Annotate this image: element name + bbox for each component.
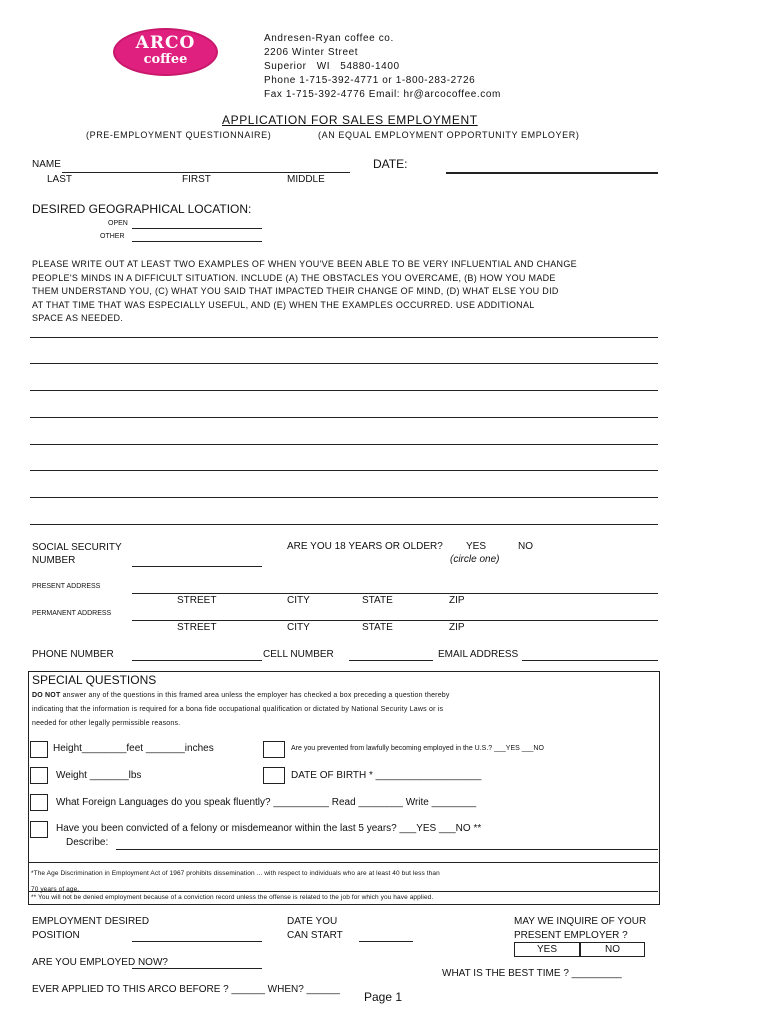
age-question: ARE YOU 18 YEARS OR OLDER? — [287, 541, 443, 552]
geo-open-label: OPEN — [108, 220, 128, 227]
age-no-option[interactable]: NO — [518, 541, 533, 552]
answer-line[interactable] — [30, 470, 658, 471]
company-fax-email: Fax 1-715-392-4776 Email: hr@arcocoffee.com — [264, 89, 501, 100]
frame-divider — [28, 862, 658, 863]
instructions-paragraph — [32, 258, 577, 326]
name-first-label: FIRST — [182, 174, 211, 185]
special-intro — [32, 689, 450, 731]
date-field[interactable] — [446, 172, 658, 174]
start-date-label-line1: DATE YOU — [287, 916, 338, 927]
felony-describe-label: Describe: — [66, 837, 109, 848]
answer-line[interactable] — [30, 363, 658, 364]
languages-question: What Foreign Languages do you speak fluently? __________ Read ________ Write ________ — [56, 797, 477, 808]
felony-describe-field[interactable] — [116, 849, 658, 850]
start-date-label — [287, 915, 343, 943]
geo-other-field[interactable] — [132, 241, 262, 242]
cell-field[interactable] — [349, 660, 433, 661]
geo-heading: DESIRED GEOGRAPHICAL LOCATION: — [32, 202, 252, 216]
ssn-label-line2: NUMBER — [32, 555, 76, 566]
employed-now-field[interactable] — [132, 968, 262, 969]
answer-line[interactable] — [30, 337, 658, 338]
conviction-note: ** You will not be denied employment because of a conviction record unless the offense is related to the job for which you have applied. — [31, 894, 434, 901]
inquire-label-line1: MAY WE INQUIRE OF YOUR — [514, 916, 647, 927]
company-city: Superior WI 54880-1400 — [264, 61, 400, 72]
present-state-label: STATE — [362, 595, 393, 606]
date-label: DATE: — [373, 157, 408, 171]
dob-question: DATE OF BIRTH * ___________________ — [291, 770, 482, 781]
answer-line[interactable] — [30, 417, 658, 418]
age-yes-option[interactable]: YES — [466, 541, 487, 552]
felony-question: Have you been convicted of a felony or misdemeanor within the last 5 years? ___YES ___NO ** — [56, 823, 482, 834]
name-middle-label: MIDDLE — [287, 174, 325, 185]
instructions-line: AT THAT TIME THAT WAS ESPECIALLY USEFUL, AND (E) WHEN THE EXAMPLES OCCURRED. USE ADDITIONAL — [32, 299, 535, 310]
inquire-label-line2: PRESENT EMPLOYER ? — [514, 930, 628, 941]
geo-open-field[interactable] — [132, 228, 262, 229]
phone-field[interactable] — [132, 660, 262, 661]
permanent-street-label: STREET — [177, 622, 217, 633]
present-zip-label: ZIP — [449, 595, 465, 606]
page-number: Page 1 — [364, 990, 403, 1004]
arco-coffee-logo — [113, 28, 218, 76]
present-street-label: STREET — [177, 595, 217, 606]
ssn-label-line1: SOCIAL SECURITY — [32, 542, 122, 553]
position-label-line1: EMPLOYMENT DESIRED — [32, 916, 150, 927]
special-intro-text: answer any of the questions in this framed area unless the employer has checked a box preceding a question thereby — [60, 692, 450, 699]
dob-checkbox[interactable] — [263, 767, 285, 784]
start-date-label-line2: CAN START — [287, 930, 343, 941]
special-intro-line3: needed for other legally permissible reasons. — [32, 720, 181, 727]
weight-question: Weight _______lbs — [56, 770, 142, 781]
instructions-line: SPACE AS NEEDED. — [32, 313, 124, 323]
height-question: Height________feet _______inches — [53, 743, 214, 754]
present-city-label: CITY — [287, 595, 310, 606]
inquire-no-option[interactable]: NO — [580, 942, 645, 957]
special-intro-line1 — [32, 689, 450, 703]
start-date-field[interactable] — [359, 941, 413, 942]
applied-before-label: EVER APPLIED TO THIS ARCO BEFORE ? ______ WHEN? ______ — [32, 984, 340, 995]
ssn-label — [32, 541, 122, 567]
cell-label: CELL NUMBER — [263, 649, 334, 660]
answer-line[interactable] — [30, 524, 658, 525]
permanent-state-label: STATE — [362, 622, 393, 633]
name-label: NAME — [32, 159, 61, 170]
age-discrimination-note: *The Age Discrimination in Employment Act of 1967 prohibits dissemination ... with respect to individuals who are at least 40 but less than — [31, 870, 440, 877]
felony-checkbox[interactable] — [30, 821, 48, 838]
answer-line[interactable] — [30, 444, 658, 445]
instructions-line: PEOPLE'S MINDS IN A DIFFICULT SITUATION. INCLUDE (A) THE OBSTACLES YOU OVERCAME, (B) HOW YOU MADE — [32, 272, 556, 283]
name-last-label: LAST — [47, 174, 73, 185]
answer-line[interactable] — [30, 497, 658, 498]
best-time-label: WHAT IS THE BEST TIME ? _________ — [442, 968, 622, 979]
instructions-line: PLEASE WRITE OUT AT LEAST TWO EXAMPLES OF WHEN YOU'VE BEEN ABLE TO BE VERY INFLUENTIAL AND CHANGE — [32, 259, 577, 269]
prevented-question: Are you prevented from lawfully becoming employed in the U.S.? ___YES ___NO — [291, 745, 544, 752]
position-label — [32, 915, 149, 943]
company-name: Andresen-Ryan coffee co. — [264, 33, 394, 44]
name-field[interactable] — [62, 172, 350, 173]
subtitle-equal-opportunity: (AN EQUAL EMPLOYMENT OPPORTUNITY EMPLOYER) — [318, 130, 580, 140]
company-phone: Phone 1-715-392-4771 or 1-800-283-2726 — [264, 75, 476, 86]
position-label-line2: POSITION — [32, 930, 80, 941]
languages-checkbox[interactable] — [30, 794, 48, 811]
inquire-label — [514, 915, 646, 943]
permanent-address-label: PERMANENT ADDRESS — [32, 610, 112, 617]
position-field[interactable] — [132, 941, 262, 942]
age-hint: (circle one) — [450, 554, 500, 565]
geo-other-label: OTHER — [100, 233, 125, 240]
special-intro-bold: DO NOT — [32, 692, 61, 699]
permanent-city-label: CITY — [287, 622, 310, 633]
frame-divider — [28, 891, 658, 892]
email-label: EMAIL ADDRESS — [438, 649, 519, 660]
answer-line[interactable] — [30, 390, 658, 391]
height-checkbox[interactable] — [30, 741, 48, 758]
present-address-field[interactable] — [132, 593, 658, 594]
ssn-field[interactable] — [132, 566, 262, 567]
age-discrimination-note-cont: 70 years of age. — [31, 886, 80, 893]
page-title: APPLICATION FOR SALES EMPLOYMENT — [222, 113, 478, 127]
permanent-zip-label: ZIP — [449, 622, 465, 633]
logo-text-coffee: coffee — [143, 52, 188, 67]
company-street: 2206 Winter Street — [264, 47, 359, 58]
special-questions-heading: SPECIAL QUESTIONS — [32, 673, 157, 687]
subtitle-pre-employment: (PRE-EMPLOYMENT QUESTIONNAIRE) — [86, 130, 272, 140]
special-intro-line2: indicating that the information is required for a bona fide occupational qualification or dictated by National Security Laws or is — [32, 706, 444, 713]
phone-label: PHONE NUMBER — [32, 649, 114, 660]
email-field[interactable] — [522, 660, 658, 661]
present-address-label: PRESENT ADDRESS — [32, 583, 101, 590]
weight-checkbox[interactable] — [30, 767, 48, 784]
logo-text-arco: ARCO — [135, 33, 196, 53]
employed-now-label: ARE YOU EMPLOYED NOW? — [32, 957, 168, 968]
company-address-block — [264, 32, 501, 102]
permanent-address-field[interactable] — [132, 620, 658, 621]
prevented-checkbox[interactable] — [263, 741, 285, 758]
inquire-yes-option[interactable]: YES — [514, 942, 580, 957]
instructions-line: THEM UNDERSTAND YOU, (C) WHAT YOU SAID THAT IMPACTED THEIR CHANGE OF MIND, (D) WHAT ELSE YOU DID — [32, 286, 559, 296]
